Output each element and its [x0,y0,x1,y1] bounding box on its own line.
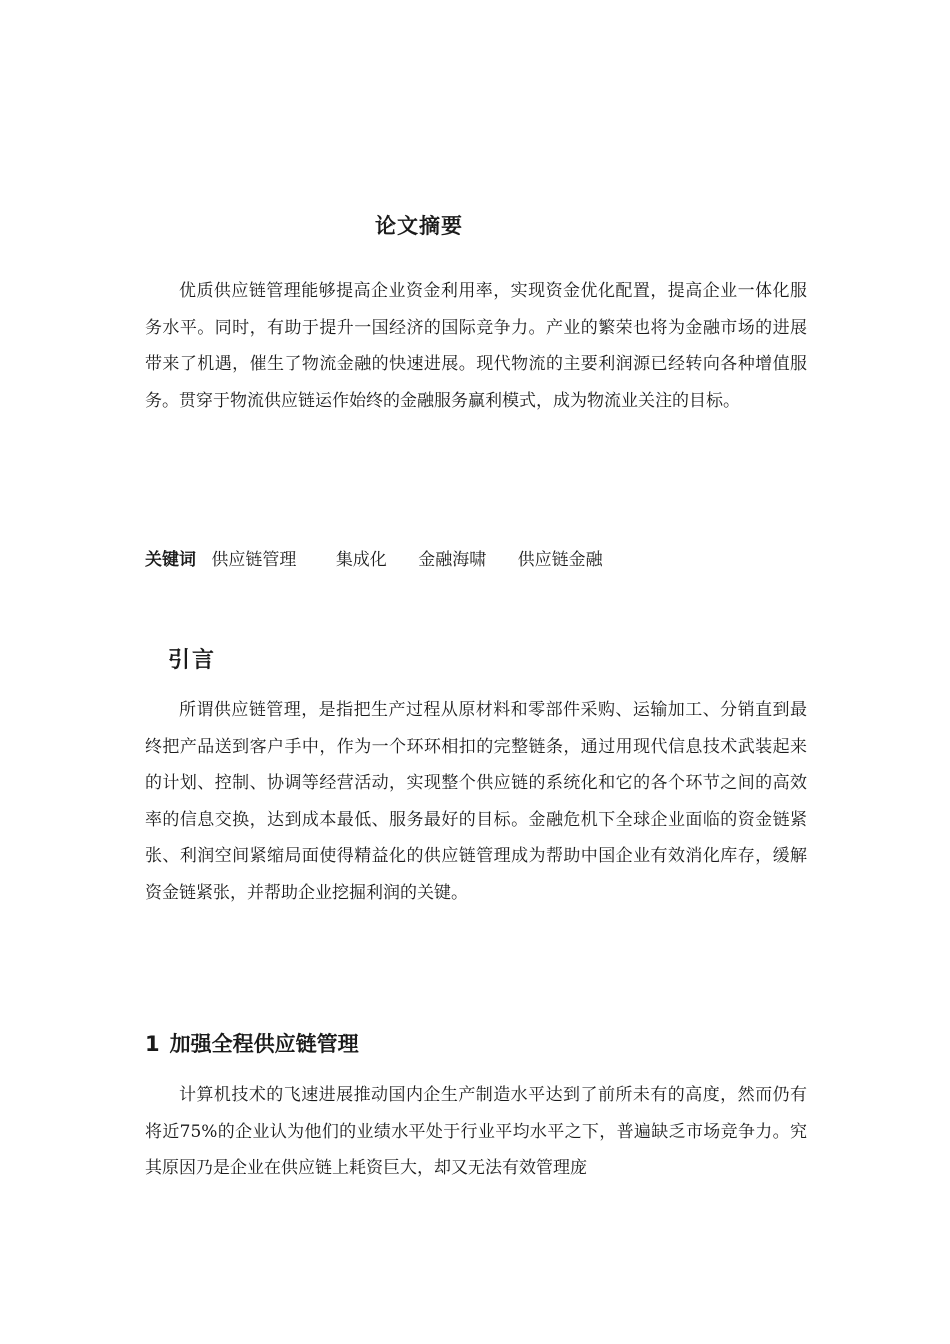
abstract-title: 论文摘要 [375,214,463,238]
keywords-label: 关键词 [145,550,196,570]
keyword-item: 供应链金融 [517,550,603,570]
keywords-line [145,545,629,575]
section-title: 加强全程供应链管理 [169,1032,359,1056]
section-1-heading [145,1026,359,1062]
introduction-body: 所谓供应链管理，是指把生产过程从原材料和零部件采购、运输加工、分销直到最终把产品送到客户手中，作为一个环环相扣的完整链条，通过用现代信息技术武装起来的计划、控制、协调等经营活动，实现整个供应链的系统化和它的各个环节之间的高效率的信息交换，达到成本最低、服务最好的目标。金融危机下全球企业面临的资金链紧张、利润空间紧缩局面使得精益化的供应链管理成为帮助中国企业有效消化库存，缓解资金链紧张，并帮助企业挖掘利润的关键。 [145,700,807,903]
keyword-item: 金融海啸 [418,550,487,570]
keyword-item: 供应链管理 [211,550,297,570]
introduction-heading: 引言 [168,648,217,673]
section-number: 1 [145,1032,160,1056]
keyword-item: 集成化 [335,550,387,570]
section-1-body: 计算机技术的飞速进展推动国内企生产制造水平达到了前所未有的高度，然而仍有将近75%的企业认为他们的业绩水平处于行业平均水平之下，普遍缺乏市场竞争力。究其原因乃是企业在供应链上耗资巨大，却又无法有效管理庞 [145,1085,807,1178]
abstract-body: 优质供应链管理能够提高企业资金利用率，实现资金优化配置，提高企业一体化服务水平。同时，有助于提升一国经济的国际竞争力。产业的繁荣也将为金融市场的进展带来了机遇，催生了物流金融的快速进展。现代物流的主要利润源已经转向各种增值服务。贯穿于物流供应链运作始终的金融服务赢利模式，成为物流业关注的目标。 [145,281,807,411]
